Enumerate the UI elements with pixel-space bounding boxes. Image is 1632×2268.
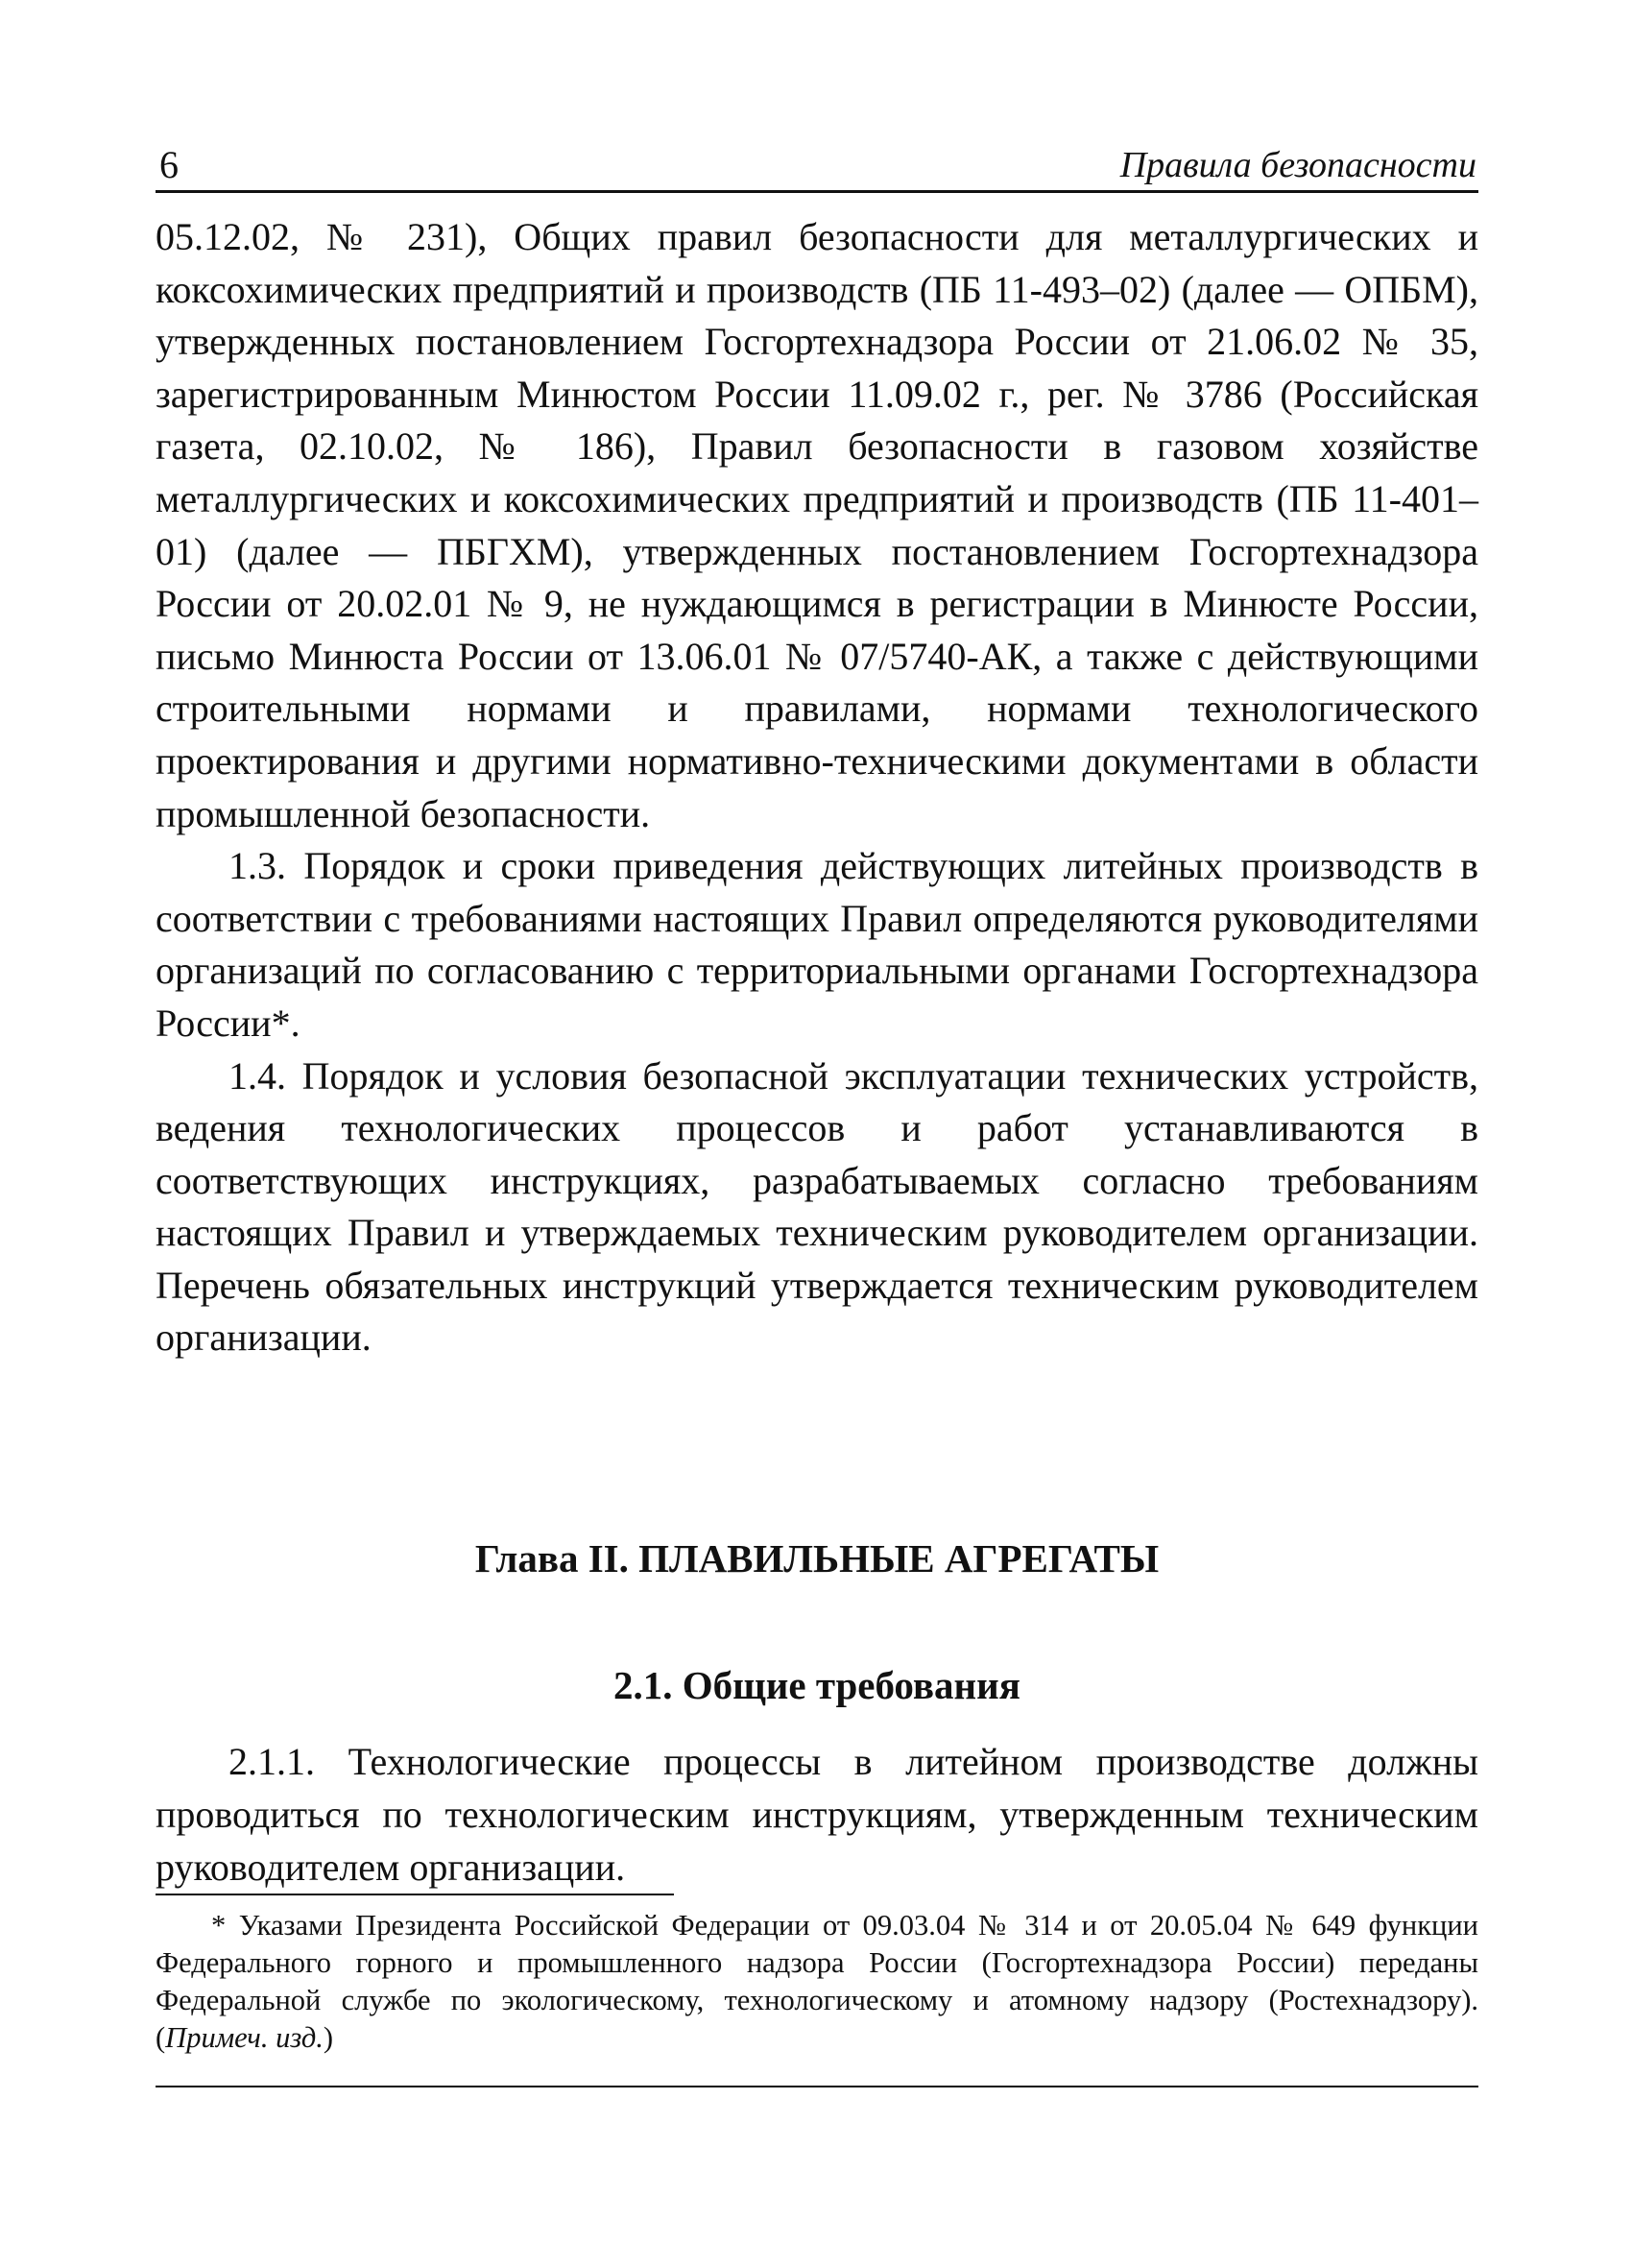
footnote-closing: ) <box>323 2021 334 2054</box>
paragraph-2-1-1: 2.1.1. Технологические процессы в литейном производстве должны проводиться по технологическим инструкциям, утвержденным техническим руководителем организации. <box>156 1740 1478 1889</box>
page-bottom-rule <box>156 2086 1478 2087</box>
running-header <box>156 140 1478 193</box>
footnote-editor-note: Примеч. изд. <box>165 2021 324 2054</box>
footnote <box>156 1907 1478 2057</box>
paragraph-1-4: 1.4. Порядок и условия безопасной эксплуатации технических устройств, ведения технологических процессов и работ устанавливаются в соответствующих инструкциях, разрабатываемых согласно требованиям настоящих Правил и утверждаемых техническим руководителем организации. Перечень обязательных инструкций утверждается техническим руководителем организации. <box>156 1053 1478 1360</box>
paragraph-1-3: 1.3. Порядок и сроки приведения действующих литейных производств в соответствии с требованиями настоящих Правил определяются руководителями организаций по согласованию с территориальными органами Госгортехнадзора России*. <box>156 844 1478 1045</box>
paragraph-continuation: 05.12.02, № 231), Общих правил безопасности для металлургических и коксохимических предприятий и производств (ПБ 11-493–02) (далее — ОПБМ), утвержденных постановлением Госгортехнадзора России от 21.06.02 № 35, зарегистрированным Минюстом России 11.09.02 г., рег. № 3786 (Российская газета, 02.10.02, № 186), Правил безопасности в газовом хозяйстве металлургических и коксохимических предприятий и производств (ПБ 11-401–01) (далее — ПБГХМ), утвержденных постановлением Госгортехнадзора России от 20.02.01 № 9, не нуждающимся в регистрации в Минюсте России, письмо Минюста России от 13.06.01 № 07/5740-АК, а также с действующими строительными нормами и правилами, нормами технологического проектирования и другими нормативно-техническими документами в области промышленной безопасности. <box>156 215 1478 835</box>
section-text <box>156 1735 1478 1894</box>
running-header-title: Правила безопасности <box>1119 145 1476 185</box>
footnote-text: * Указами Президента Российской Федерации от 09.03.04 № 314 и от 20.05.04 № 649 функции Федерального горного и промышленного надзора России (Госгортехнадзора России) переданы Федеральной службе по экологическому, технологическому и атомному надзору (Ростехнадзору). ( <box>156 1909 1478 2054</box>
main-text <box>156 211 1478 1364</box>
page-number: 6 <box>159 143 179 186</box>
chapter-heading: Глава II. ПЛАВИЛЬНЫЕ АГРЕГАТЫ <box>474 1536 1160 1580</box>
footnote-separator <box>156 1894 674 1895</box>
section-heading: 2.1. Общие требования <box>613 1663 1020 1707</box>
